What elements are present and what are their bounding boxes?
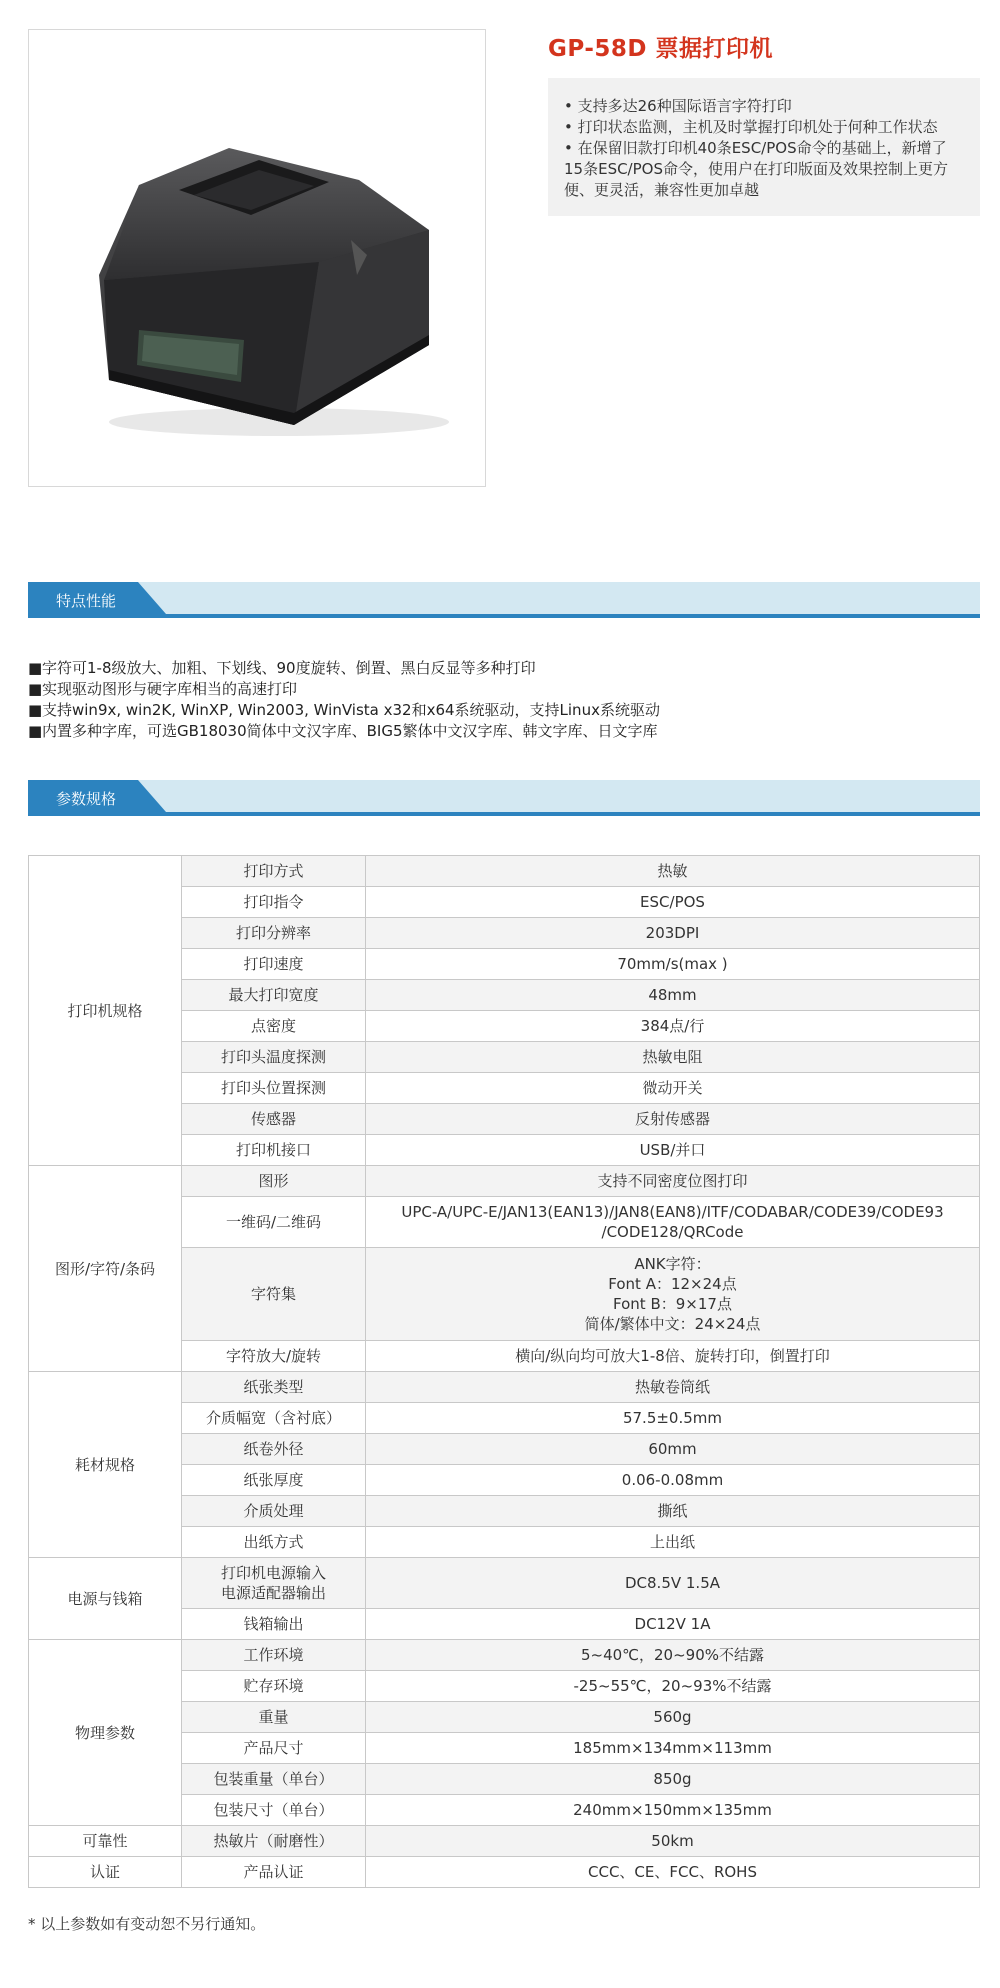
spec-value: 上出纸: [366, 1527, 980, 1558]
table-row: [29, 1558, 980, 1609]
spec-name: 纸卷外径: [182, 1434, 366, 1465]
product-title: GP-58D 票据打印机: [548, 36, 773, 62]
spec-category: 认证: [29, 1857, 182, 1888]
spec-value: 0.06-0.08mm: [366, 1465, 980, 1496]
spec-value: 70mm/s(max ): [366, 949, 980, 980]
feature-list: [28, 658, 980, 742]
spec-name: 打印机电源输入 电源适配器输出: [182, 1558, 366, 1609]
bullet-icon: ■: [28, 659, 43, 677]
list-item: ■ 支持win9x, win2K, WinXP, Win2003, WinVista x32和x64系统驱动，支持Linux系统驱动: [28, 701, 660, 719]
spec-value: CCC、CE、FCC、ROHS: [366, 1857, 980, 1888]
bullet-icon: ■: [28, 722, 43, 740]
section-title: 特点性能: [56, 592, 117, 610]
spec-name: 产品尺寸: [182, 1733, 366, 1764]
table-row: [29, 856, 980, 887]
intro-box: [548, 78, 980, 216]
list-item: ■ 内置多种字库，可选GB18030简体中文汉字库、BIG5繁体中文汉字库、韩文字库、日文字库: [28, 722, 658, 740]
spec-value: 50km: [366, 1826, 980, 1857]
spec-category: 耗材规格: [29, 1372, 182, 1558]
spec-name: 介质幅宽（含衬底）: [182, 1403, 366, 1434]
spec-name: 图形: [182, 1166, 366, 1197]
spec-value: 5~40℃，20~90%不结露: [366, 1640, 980, 1671]
spec-name: 打印头位置探测: [182, 1073, 366, 1104]
spec-name: 最大打印宽度: [182, 980, 366, 1011]
spec-name: 传感器: [182, 1104, 366, 1135]
intro-line: • 支持多达26种国际语言字符打印: [564, 97, 792, 115]
spec-value: 203DPI: [366, 918, 980, 949]
spec-value: 热敏卷筒纸: [366, 1372, 980, 1403]
spec-value: UPC-A/UPC-E/JAN13(EAN13)/JAN8(EAN8)/ITF/CODABAR/CODE39/CODE93 /CODE128/QRCode: [366, 1197, 980, 1248]
spec-category: 图形/字符/条码: [29, 1166, 182, 1372]
section-header-features: [28, 582, 980, 618]
spec-value: 240mm×150mm×135mm: [366, 1795, 980, 1826]
footnote: * 以上参数如有变动恕不另行通知。: [28, 1915, 266, 1933]
spec-name: 打印分辨率: [182, 918, 366, 949]
spec-value: 横向/纵向均可放大1-8倍、旋转打印，倒置打印: [366, 1341, 980, 1372]
spec-name: 打印指令: [182, 887, 366, 918]
spec-value: 48mm: [366, 980, 980, 1011]
spec-value: 384点/行: [366, 1011, 980, 1042]
spec-value: 微动开关: [366, 1073, 980, 1104]
spec-name: 包装尺寸（单台）: [182, 1795, 366, 1826]
spec-name: 纸张类型: [182, 1372, 366, 1403]
spec-name: 贮存环境: [182, 1671, 366, 1702]
spec-value: 850g: [366, 1764, 980, 1795]
spec-name: 字符放大/旋转: [182, 1341, 366, 1372]
list-item: ■ 字符可1-8级放大、加粗、下划线、90度旋转、倒置、黑白反显等多种打印: [28, 659, 536, 677]
table-row: [29, 1372, 980, 1403]
spec-name: 工作环境: [182, 1640, 366, 1671]
intro-line: 便、更灵活，兼容性更加卓越: [564, 181, 760, 199]
product-photo: [28, 29, 486, 487]
spec-name: 一维码/二维码: [182, 1197, 366, 1248]
spec-table: [28, 855, 980, 1888]
spec-name: 打印方式: [182, 856, 366, 887]
bullet-icon: ■: [28, 680, 43, 698]
spec-value: 185mm×134mm×113mm: [366, 1733, 980, 1764]
spec-name: 出纸方式: [182, 1527, 366, 1558]
intro-line: • 打印状态监测，主机及时掌握打印机处于何种工作状态: [564, 118, 938, 136]
spec-value: 热敏: [366, 856, 980, 887]
spec-name: 字符集: [182, 1248, 366, 1341]
spec-name: 产品认证: [182, 1857, 366, 1888]
spec-value: 560g: [366, 1702, 980, 1733]
list-item: ■ 实现驱动图形与硬字库相当的高速打印: [28, 680, 298, 698]
spec-category: 打印机规格: [29, 856, 182, 1166]
spec-category: 物理参数: [29, 1640, 182, 1826]
spec-value: DC12V 1A: [366, 1609, 980, 1640]
spec-value: -25~55℃，20~93%不结露: [366, 1671, 980, 1702]
spec-value: 撕纸: [366, 1496, 980, 1527]
spec-value: ESC/POS: [366, 887, 980, 918]
section-header-specs: [28, 780, 980, 816]
table-row: [29, 1826, 980, 1857]
intro-line: 15条ESC/POS命令，使用户在打印版面及效果控制上更方: [564, 160, 948, 178]
spec-name: 点密度: [182, 1011, 366, 1042]
spec-name: 打印头温度探测: [182, 1042, 366, 1073]
table-row: [29, 1166, 980, 1197]
spec-value: 60mm: [366, 1434, 980, 1465]
spec-value: 支持不同密度位图打印: [366, 1166, 980, 1197]
spec-name: 打印机接口: [182, 1135, 366, 1166]
spec-name: 钱箱输出: [182, 1609, 366, 1640]
spec-category: 可靠性: [29, 1826, 182, 1857]
spec-name: 包装重量（单台）: [182, 1764, 366, 1795]
spec-name: 打印速度: [182, 949, 366, 980]
spec-value: ANK字符： Font A：12×24点 Font B：9×17点 简体/繁体中文：24×24点: [366, 1248, 980, 1341]
spec-name: 重量: [182, 1702, 366, 1733]
spec-value: 反射传感器: [366, 1104, 980, 1135]
spec-name: 热敏片（耐磨性）: [182, 1826, 366, 1857]
spec-name: 介质处理: [182, 1496, 366, 1527]
spec-category: 电源与钱箱: [29, 1558, 182, 1640]
spec-value: DC8.5V 1.5A: [366, 1558, 980, 1609]
spec-value: 57.5±0.5mm: [366, 1403, 980, 1434]
spec-value: USB/并口: [366, 1135, 980, 1166]
bullet-icon: ■: [28, 701, 43, 719]
intro-line: • 在保留旧款打印机40条ESC/POS命令的基础上，新增了: [564, 139, 947, 157]
spec-name: 纸张厚度: [182, 1465, 366, 1496]
spec-value: 热敏电阻: [366, 1042, 980, 1073]
thermal-printer-image: [29, 30, 487, 488]
table-row: [29, 1857, 980, 1888]
section-title: 参数规格: [56, 790, 117, 808]
table-row: [29, 1640, 980, 1671]
